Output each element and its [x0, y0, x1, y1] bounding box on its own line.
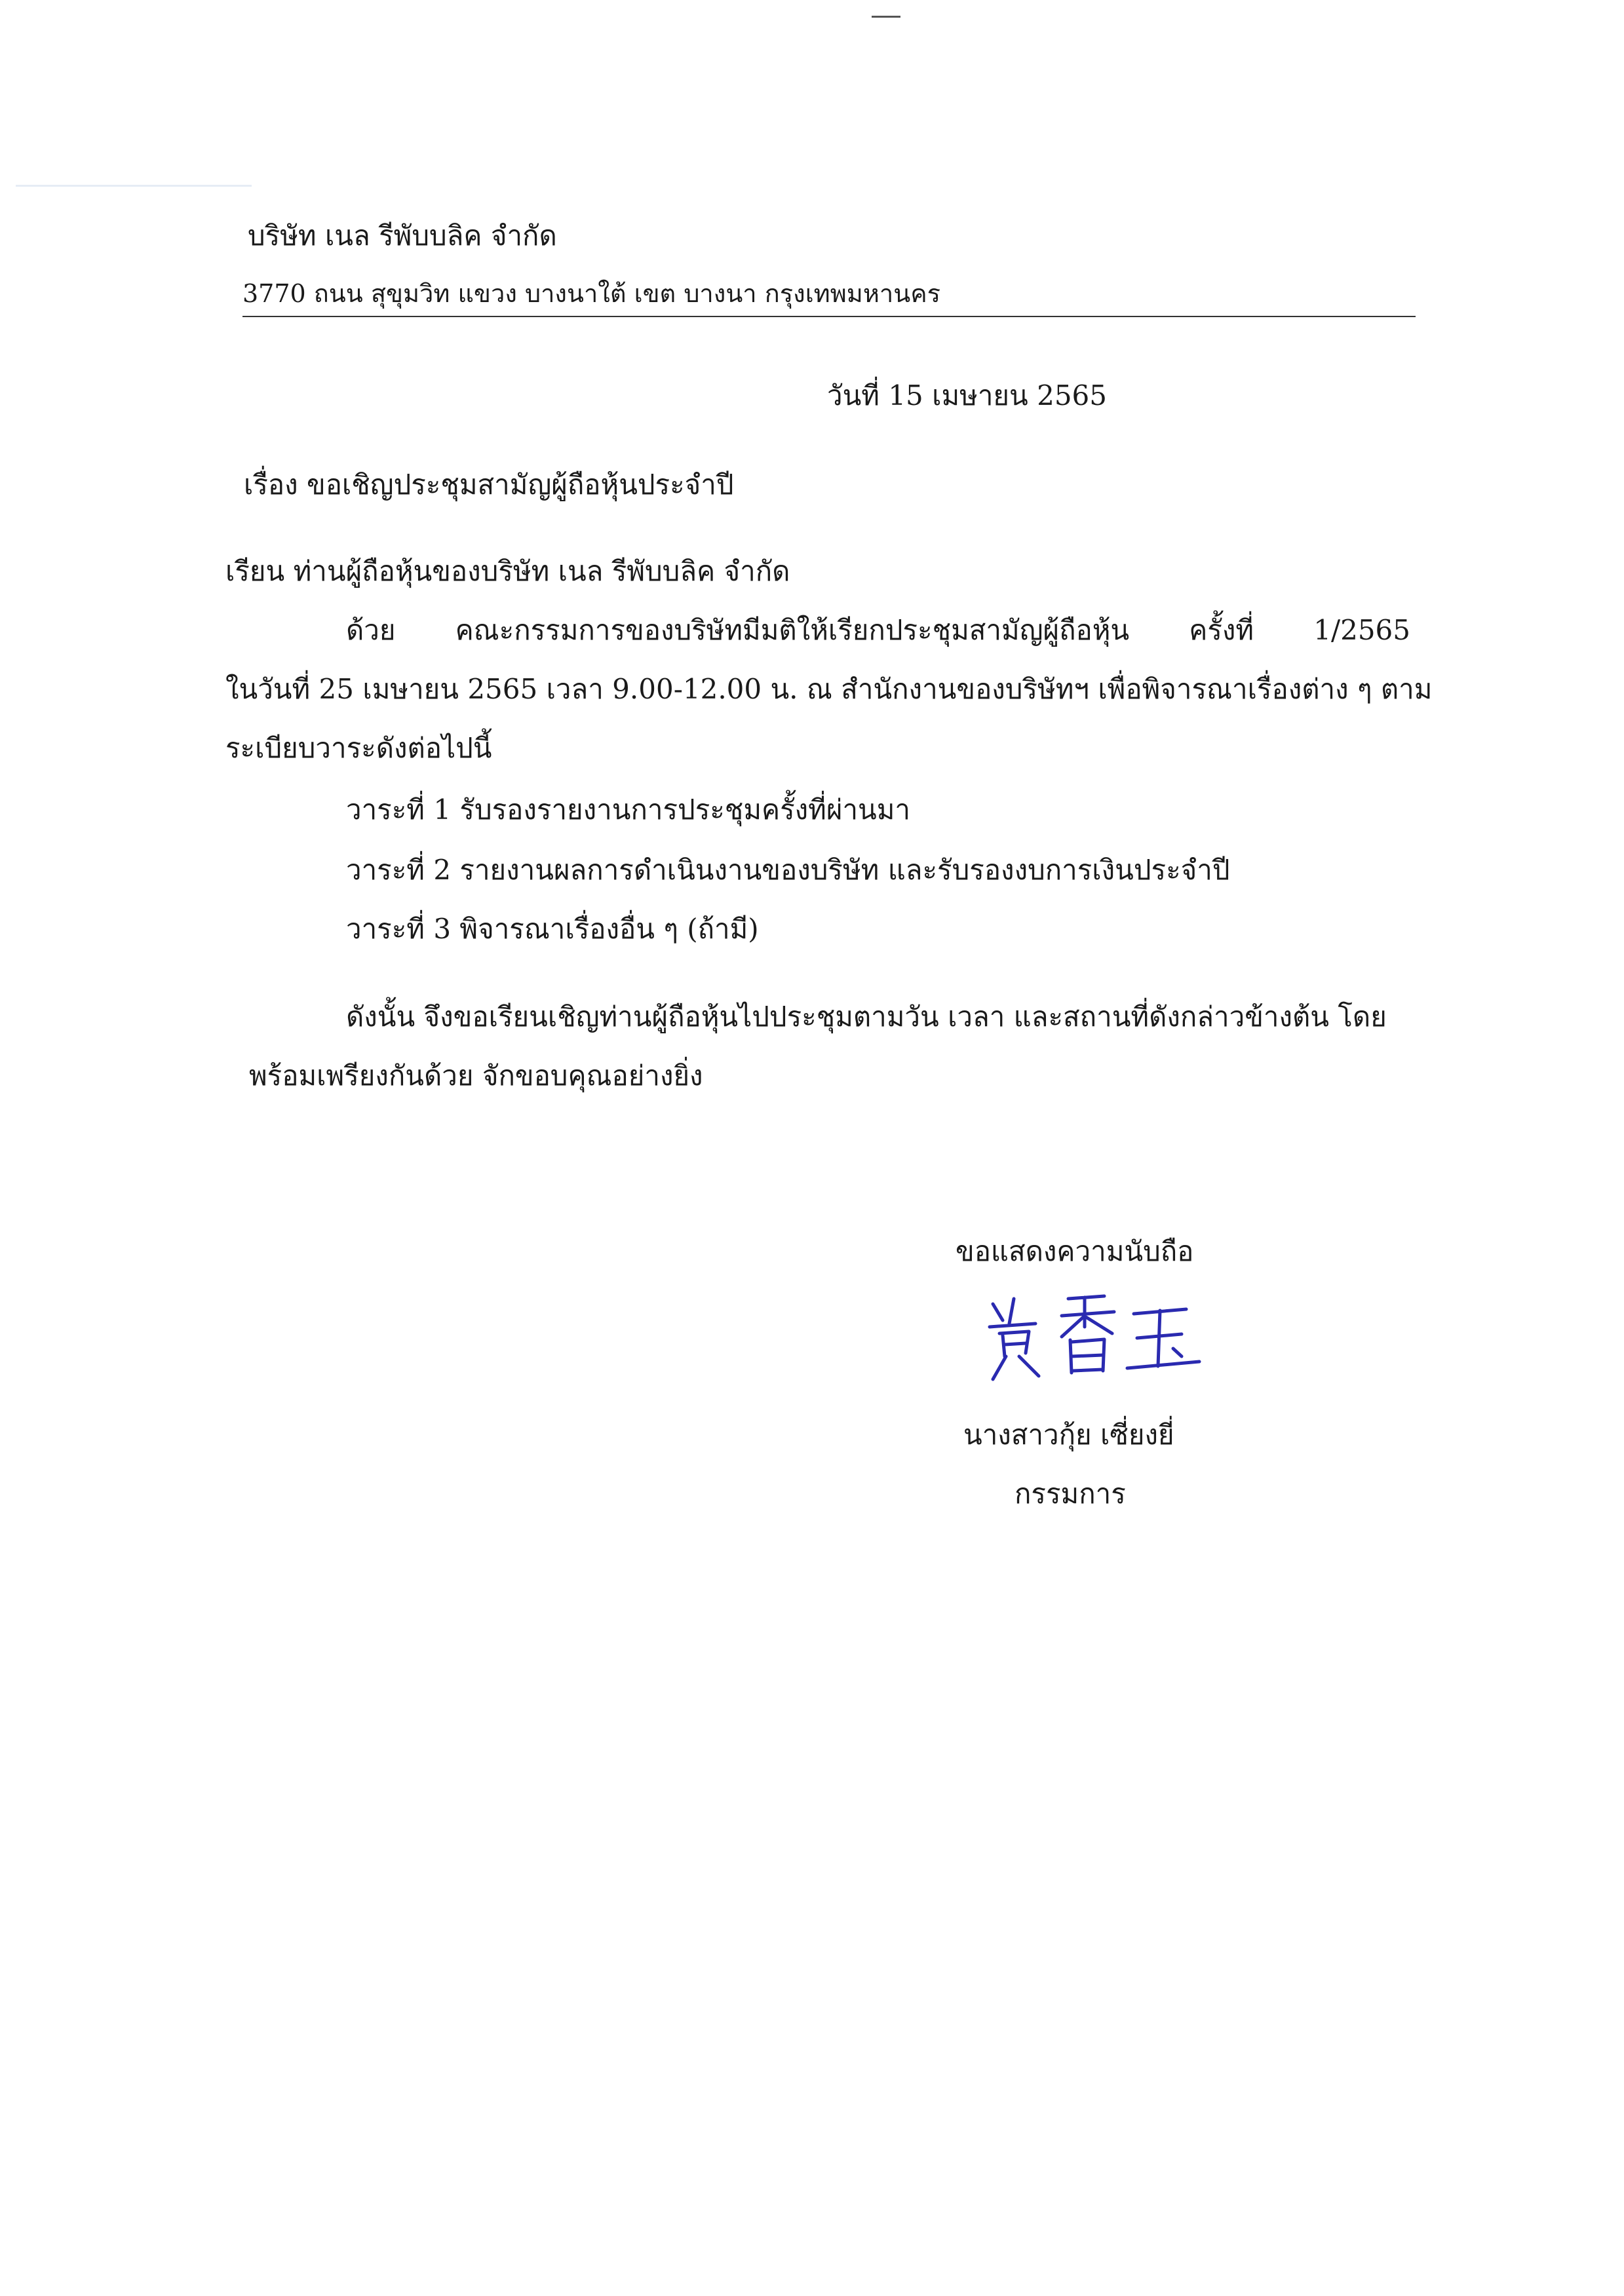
letter-subject: เรื่อง ขอเชิญประชุมสามัญผู้ถือหุ้นประจำปี [244, 469, 734, 501]
agenda-item: วาระที่ 1 รับรองรายงานการประชุมครั้งที่ผ่านมา [346, 794, 911, 826]
body-paragraph-1-line-2: ในวันที่ 25 เมษายน 2565 เวลา 9.00-12.00 น. ณ สำนักงานของบริษัทฯ เพื่อพิจารณาเรื่องต่าง ๆ ตาม [225, 673, 1433, 705]
p1-word-3: ครั้งที่ [1189, 614, 1254, 646]
letter-date: วันที่ 15 เมษายน 2565 [827, 379, 1107, 411]
p1-word-4: 1/2565 [1313, 614, 1410, 646]
signatory-title: กรรมการ [1015, 1478, 1126, 1510]
body-paragraph-2-line-2: พร้อมเพรียงกันด้วย จักขอบคุณอย่างยิ่ง [249, 1060, 703, 1092]
body-paragraph-1-line-1 [346, 611, 1410, 650]
signatory-name: นางสาวกุ้ย เซี่ยงยี่ [963, 1419, 1174, 1451]
p1-word-2: คณะกรรมการของบริษัทมีมติให้เรียกประชุมสามัญผู้ถือหุ้น [455, 614, 1130, 646]
scan-mark-top [872, 16, 900, 18]
handwritten-signature [973, 1291, 1209, 1389]
agenda-item: วาระที่ 3 พิจารณาเรื่องอื่น ๆ (ถ้ามี) [346, 913, 759, 945]
agenda-item: วาระที่ 2 รายงานผลการดำเนินงานของบริษัท และรับรองงบการเงินประจำปี [346, 854, 1230, 886]
closing-regards: ขอแสดงความนับถือ [956, 1235, 1194, 1267]
letterhead-divider [242, 316, 1416, 317]
body-paragraph-2-line-1: ดังนั้น จึงขอเรียนเชิญท่านผู้ถือหุ้นไปประชุมตามวัน เวลา และสถานที่ดังกล่าวข้างต้น โดย [346, 1001, 1387, 1033]
p1-word-1: ด้วย [346, 614, 396, 646]
scan-mark-left [16, 185, 252, 187]
company-name: บริษัท เนล รีพับบลิค จำกัด [248, 220, 557, 252]
letter-salutation: เรียน ท่านผู้ถือหุ้นของบริษัท เนล รีพับบลิค จำกัด [225, 555, 790, 587]
company-address: 3770 ถนน สุขุมวิท แขวง บางนาใต้ เขต บางนา กรุงเทพมหานคร [242, 279, 941, 308]
body-paragraph-1-line-3: ระเบียบวาระดังต่อไปนี้ [225, 732, 492, 764]
